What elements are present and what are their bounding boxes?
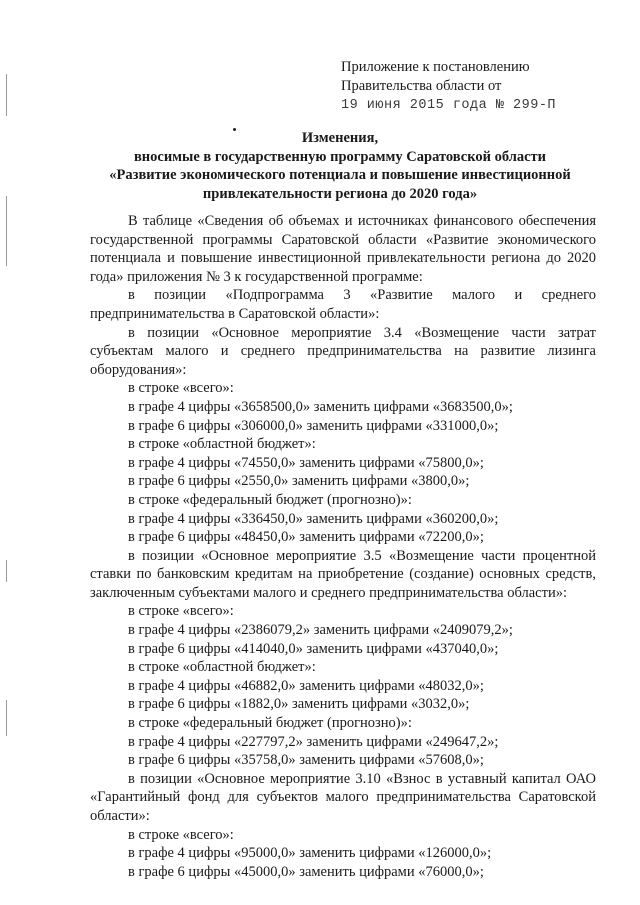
position-paragraph: в позиции «Основное мероприятие 3.5 «Возмещение части процентной ставки по банковским кредитам на приобретение (создание) основных средств, заключенным субъектами малого и среднего предпринимательства области»: (90, 547, 596, 601)
change-item: в графе 4 цифры «46882,0» заменить цифрами «48032,0»; (128, 677, 484, 694)
row-heading: в строке «федеральный бюджет (прогнозно)»: (128, 491, 412, 508)
row-heading: в строке «всего»: (128, 380, 234, 397)
document-title (80, 129, 600, 203)
change-item: в графе 6 цифры «35758,0» заменить цифрами «57608,0»; (128, 752, 484, 769)
scan-edge-mark (6, 700, 7, 736)
change-item: в графе 6 цифры «1882,0» заменить цифрами «3032,0»; (128, 696, 470, 713)
header-line-1: Приложение к постановлению (341, 59, 530, 75)
row-heading: в строке «всего»: (128, 603, 234, 620)
change-item: в графе 6 цифры «414040,0» заменить цифрами «437040,0»; (128, 640, 499, 657)
row-heading: в строке «областной бюджет»: (128, 436, 316, 453)
change-item: в графе 4 цифры «74550,0» заменить цифрами «75800,0»; (128, 454, 484, 471)
title-line-1: Изменения, (301, 130, 379, 146)
date-number-stamp: 19 июня 2015 года № 299-П (341, 98, 557, 113)
change-item: в графе 4 цифры «95000,0» заменить цифрами «126000,0»; (128, 845, 492, 862)
intro-paragraph: В таблице «Сведения об объемах и источниках финансового обеспечения государственной программы Саратовской области «Развитие экономического потенциала и повышение инвестиционной привлекательности региона до 2020 года» приложения № 3 к государственной программе: (90, 213, 596, 285)
row-heading: в строке «всего»: (128, 826, 234, 843)
change-item: в графе 4 цифры «3658500,0» заменить цифрами «3683500,0»; (128, 398, 513, 415)
row-heading: в строке «областной бюджет»: (128, 659, 316, 676)
change-item: в графе 4 цифры «336450,0» заменить цифрами «360200,0»; (128, 510, 499, 527)
change-item: в графе 6 цифры «45000,0» заменить цифрами «76000,0»; (128, 863, 484, 880)
scan-edge-mark (6, 560, 7, 582)
change-item: в графе 4 цифры «227797,2» заменить цифрами «249647,2»; (128, 733, 499, 750)
change-item: в графе 6 цифры «2550,0» заменить цифрами «3800,0»; (128, 473, 470, 490)
change-item: в графе 6 цифры «306000,0» заменить цифрами «331000,0»; (128, 417, 499, 434)
position-paragraph: в позиции «Подпрограмма 3 «Развитие малого и среднего предпринимательства в Саратовской области»: (90, 287, 596, 322)
position-paragraph: в позиции «Основное мероприятие 3.4 «Возмещение части затрат субъектам малого и среднего предпринимательства на развитие лизинга оборудования»: (90, 324, 596, 378)
position-paragraph: в позиции «Основное мероприятие 3.10 «Взнос в уставный капитал ОАО «Гарантийный фонд для субъектов малого предпринимательства Саратовской области»: (90, 770, 596, 824)
document-body (90, 212, 596, 881)
change-item: в графе 4 цифры «2386079,2» заменить цифрами «2409079,2»; (128, 622, 513, 639)
title-line-4: привлекательности региона до 2020 года» (202, 185, 478, 202)
scan-edge-mark (6, 196, 7, 266)
title-line-2: вносимые в государственную программу Саратовской области (133, 148, 547, 165)
header-line-2: Правительства области от (341, 78, 502, 94)
appendix-header (341, 58, 556, 115)
change-item: в графе 6 цифры «48450,0» заменить цифрами «72200,0»; (128, 529, 484, 546)
row-heading: в строке «федеральный бюджет (прогнозно)»: (128, 715, 412, 732)
scan-edge-mark (6, 74, 7, 116)
title-line-3: «Развитие экономического потенциала и повышение инвестиционной (109, 167, 571, 183)
